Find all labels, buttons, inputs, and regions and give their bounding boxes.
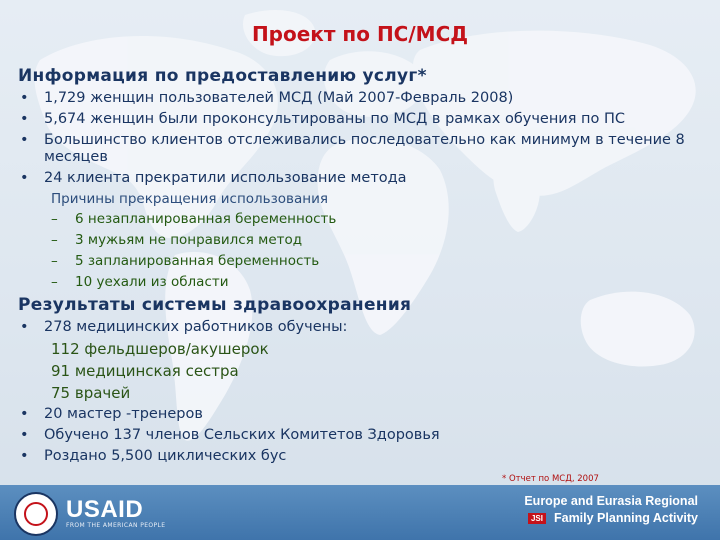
bullet-marker: • — [20, 90, 29, 106]
program-name-line2: Family Planning Activity — [553, 511, 698, 525]
bullet-marker: • — [20, 427, 29, 443]
list-item — [18, 274, 708, 290]
usaid-logo — [14, 492, 166, 536]
list-item-text: 5,674 женщин были проконсультированы по МСД в рамках обучения по ПС — [44, 111, 626, 127]
bullet-marker: • — [20, 170, 29, 186]
list-item-text: Роздано 5,500 циклических бус — [44, 448, 287, 464]
list-item — [18, 253, 708, 269]
dash-marker: – — [51, 253, 58, 269]
footnote: * Отчет по МСД, 2007 — [502, 474, 599, 484]
trained-breakdown-item: 91 медицинская сестра — [51, 362, 239, 380]
list-item — [18, 111, 708, 128]
program-name-line2-row — [524, 511, 698, 525]
list-item — [18, 448, 708, 465]
list-item — [18, 406, 708, 423]
bullet-marker: • — [20, 406, 29, 422]
usaid-seal-icon — [14, 492, 58, 536]
usaid-wordmark: USAID — [66, 496, 144, 523]
jsi-logo-icon: JSI — [528, 513, 546, 524]
trained-breakdown-item: 75 врачей — [51, 384, 131, 402]
list-item-text: 5 запланированная беременность — [75, 253, 320, 269]
list-item-text: Обучено 137 членов Сельских Комитетов Здоровья — [44, 427, 440, 443]
discontinuation-reasons-heading: Причины прекращения использования — [51, 191, 329, 207]
list-item — [18, 232, 708, 248]
bullet-marker: • — [20, 448, 29, 464]
list-item-text: 24 клиента прекратили использование метода — [44, 170, 407, 186]
list-item — [18, 319, 708, 336]
bullet-marker: • — [20, 132, 29, 148]
program-name-line1: Europe and Eurasia Regional — [524, 494, 698, 508]
health-system-list — [18, 319, 708, 336]
list-item-text: 10 уехали из области — [75, 274, 229, 290]
list-item-text: 6 незапланированная беременность — [75, 211, 337, 227]
bullet-marker: • — [20, 319, 29, 335]
dash-marker: – — [51, 274, 58, 290]
list-item-text: Большинство клиентов отслеживались последовательно как минимум в течение 8 месяцев — [44, 132, 685, 165]
service-info-heading: Информация по предоставлению услуг* — [18, 66, 427, 86]
list-item-text: 3 мужьям не понравился метод — [75, 232, 303, 248]
list-item — [18, 427, 708, 444]
slide-title: Проект по ПС/МСД — [251, 22, 469, 46]
dash-marker: – — [51, 232, 58, 248]
slide-content — [18, 66, 708, 469]
discontinuation-reasons-list — [18, 211, 708, 290]
health-system-list-continued — [18, 406, 708, 465]
list-item-text: 278 медицинских работников обучены: — [44, 319, 348, 335]
usaid-tagline: FROM THE AMERICAN PEOPLE — [66, 522, 166, 529]
dash-marker: – — [51, 211, 58, 227]
trained-breakdown-item: 112 фельдшеров/акушерок — [51, 340, 269, 358]
program-name — [524, 494, 698, 525]
health-system-heading: Результаты системы здравоохранения — [18, 295, 412, 315]
list-item — [18, 211, 708, 227]
list-item — [18, 90, 708, 107]
list-item-text: 1,729 женщин пользователей МСД (Май 2007-Февраль 2008) — [44, 90, 514, 106]
usaid-logo-text — [66, 498, 166, 530]
bullet-marker: • — [20, 111, 29, 127]
list-item — [18, 132, 708, 166]
service-info-list — [18, 90, 708, 187]
list-item — [18, 170, 708, 187]
list-item-text: 20 мастер -тренеров — [44, 406, 203, 422]
